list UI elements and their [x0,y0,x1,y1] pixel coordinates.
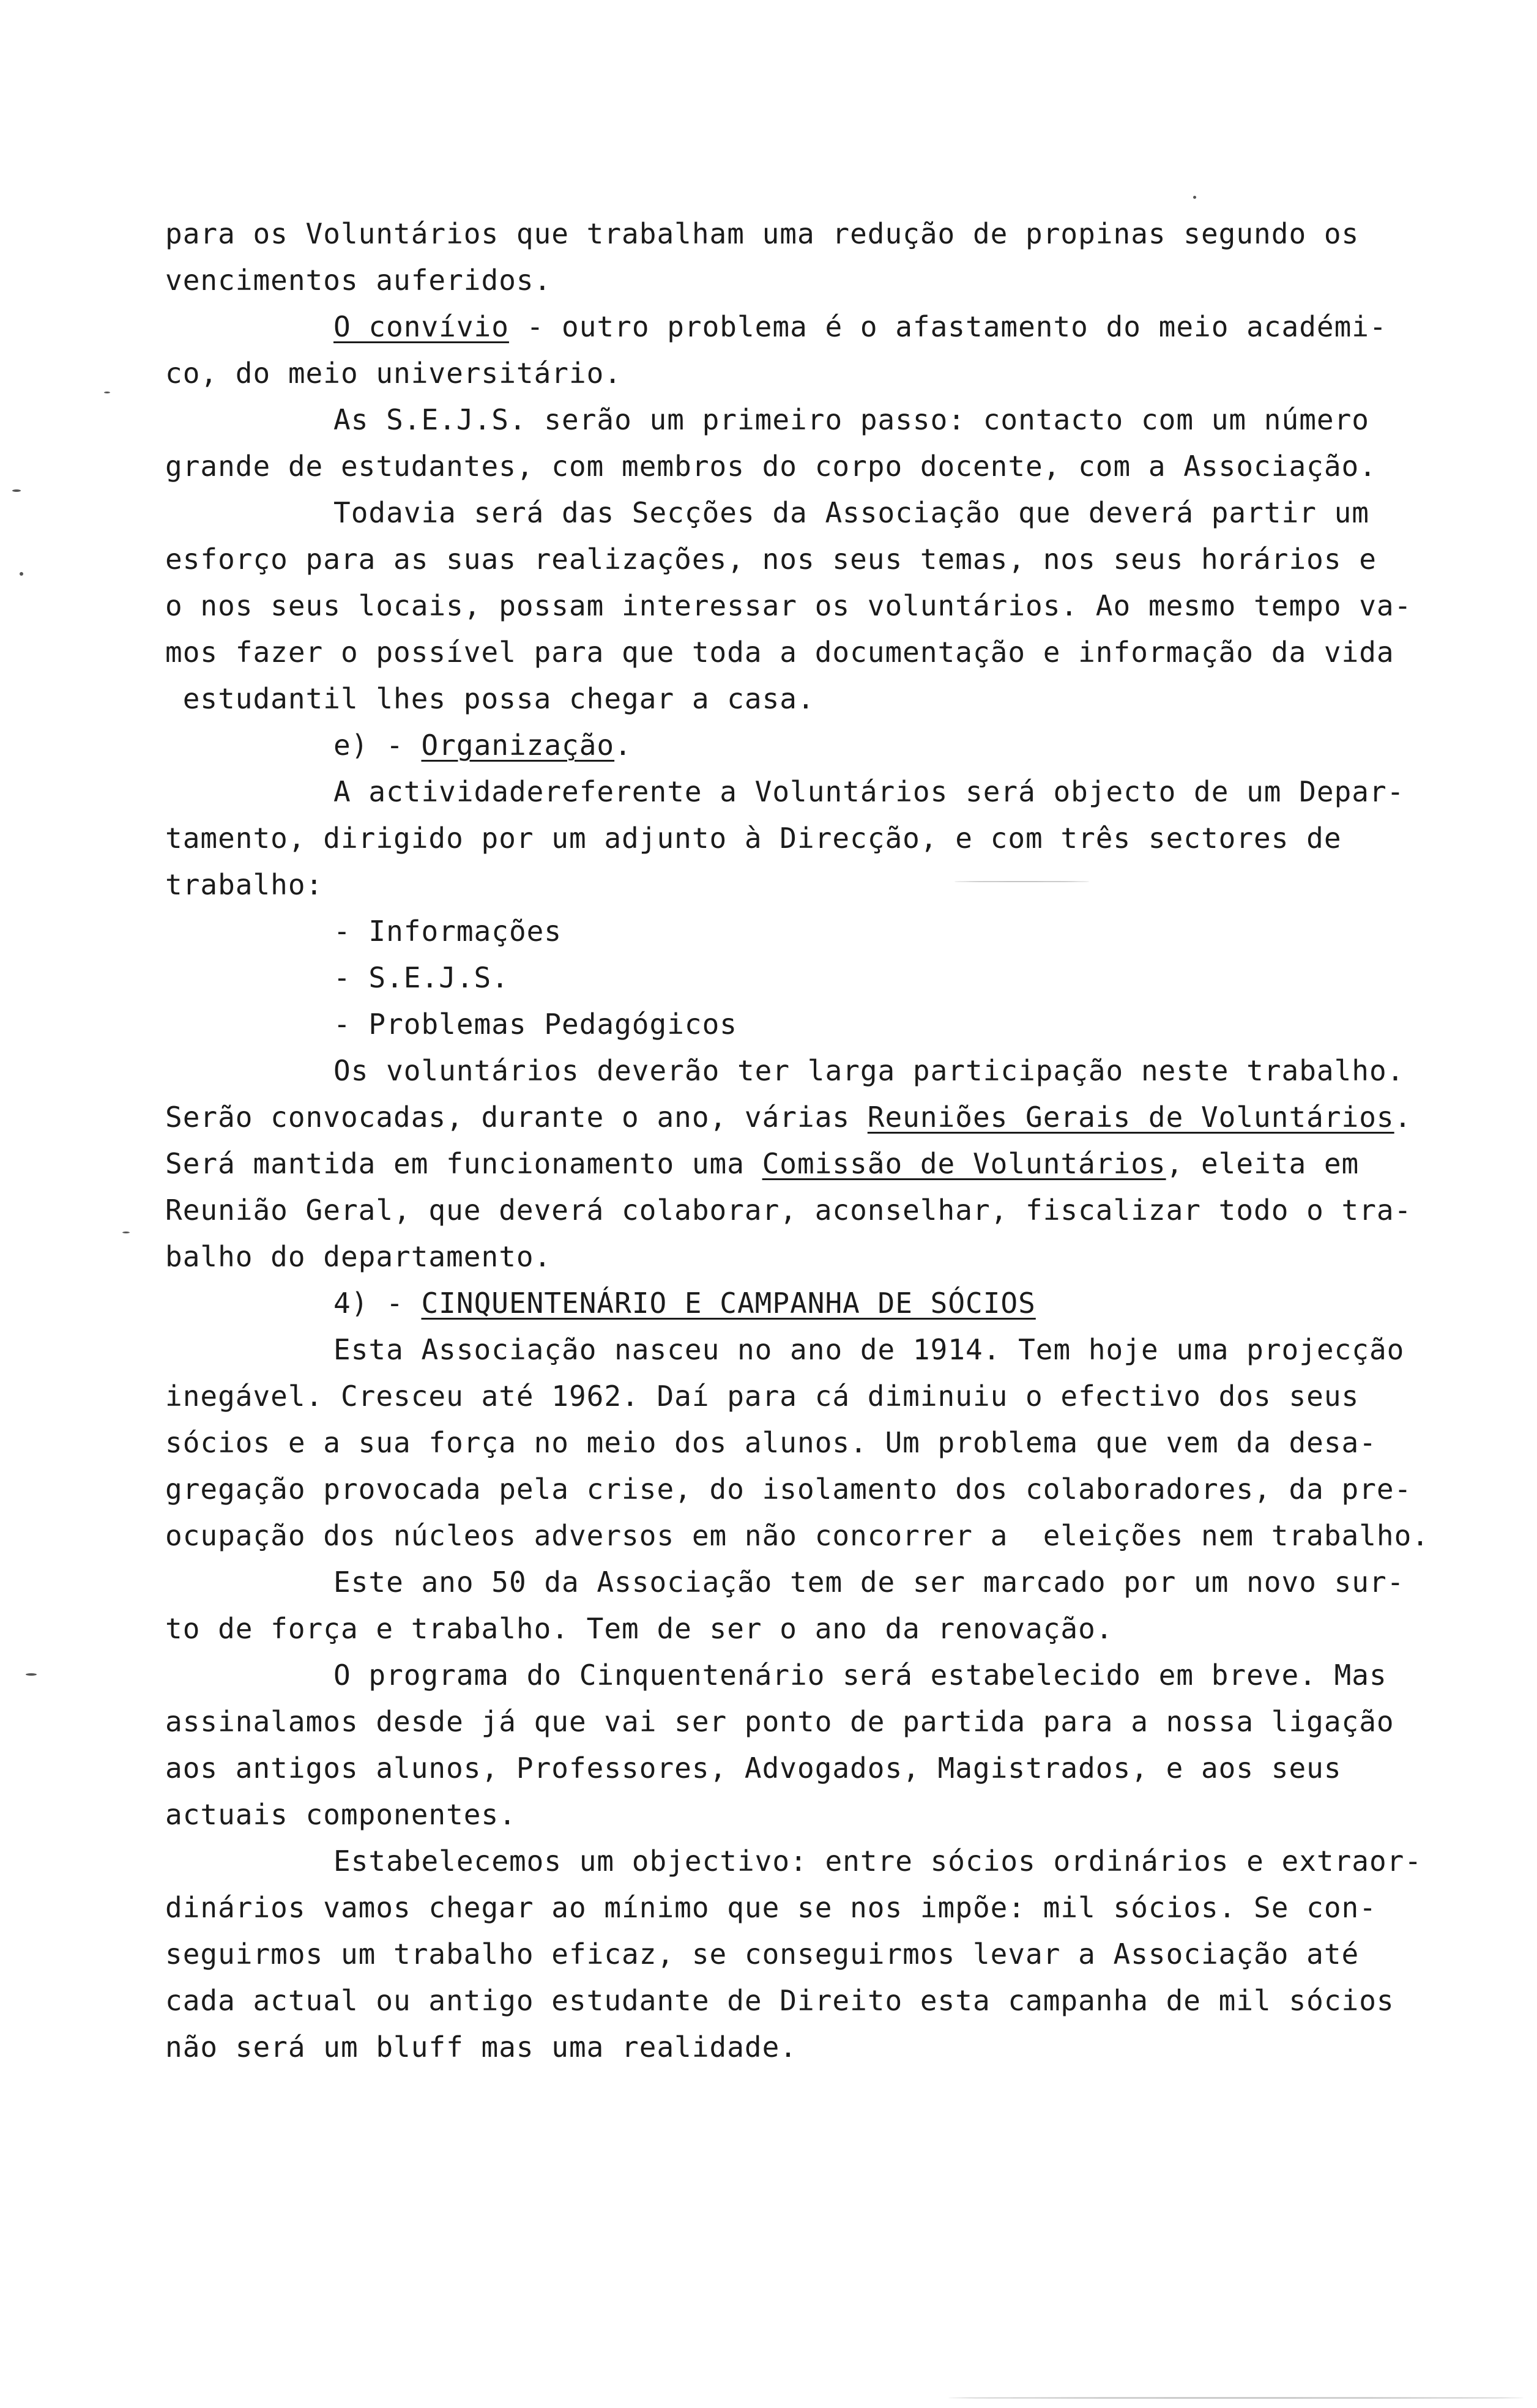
scan-speck [12,489,21,492]
text-line: ocupação dos núcleos adversos em não concorrer a eleições nem trabalho. [165,1519,1429,1552]
text-line: tamento, dirigido por um adjunto à Direcção, e com três sectores de [165,822,1342,855]
text-fragment: . [1394,1101,1412,1134]
text-line: actuais componentes. [165,1798,516,1831]
text-line: Todavia será das Secções da Associação que deverá partir um [333,496,1369,529]
text-line: para os Voluntários que trabalham uma redução de propinas segundo os [165,217,1360,250]
text-line: Os voluntários deverão ter larga participação neste trabalho. [333,1054,1405,1087]
text-line: o nos seus locais, possam interessar os voluntários. Ao mesmo tempo va- [165,589,1412,622]
text-line: assinalamos desde já que vai ser ponto de partida para a nossa ligação [165,1705,1394,1738]
text-line: A actividadereferente a Voluntários será objecto de um Depar- [333,775,1405,808]
text-line [165,1145,1359,1182]
underlined-term: Comissão de Voluntários [762,1147,1166,1180]
text-line [333,1285,1036,1321]
list-item: - Informações [333,915,562,948]
section-heading-organizacao: Organização [421,729,615,762]
list-marker: 4) - [333,1287,422,1320]
text-line [333,308,1387,345]
list-item: - Problemas Pedagógicos [333,1008,737,1041]
section-heading-convivio: O convívio [333,310,509,343]
list-marker: e) - [333,729,422,762]
scan-speck [104,392,110,393]
text-line: As S.E.J.S. serão um primeiro passo: contacto com um número [333,403,1369,436]
text-line [333,727,632,764]
text-line: seguirmos um trabalho eficaz, se conseguirmos levar a Associação até [165,1938,1360,1971]
scan-speck [1193,196,1196,199]
text-line: aos antigos alunos, Professores, Advogados, Magistrados, e aos seus [165,1752,1342,1785]
text-line: não será um bluff mas uma realidade. [165,2031,797,2064]
text-line: co, do meio universitário. [165,357,622,390]
text-line: to de força e trabalho. Tem de ser o ano da renovação. [165,1612,1114,1645]
scan-speck [20,572,23,576]
section-heading-cinquentenario: CINQUENTENÁRIO E CAMPANHA DE SÓCIOS [421,1287,1036,1320]
text-fragment: . [614,729,632,762]
text-line: dinários vamos chegar ao mínimo que se nos impõe: mil sócios. Se con- [165,1891,1377,1924]
text-line: Este ano 50 da Associação tem de ser marcado por um novo sur- [333,1566,1405,1599]
text-fragment: - outro problema é o afastamento do meio académi- [508,310,1387,343]
text-line: O programa do Cinquentenário será estabelecido em breve. Mas [333,1659,1387,1692]
text-fragment: Será mantida em funcionamento uma [165,1147,762,1180]
scan-speck [26,1673,37,1676]
text-line: esforço para as suas realizações, nos seus temas, nos seus horários e [165,543,1377,576]
text-line: cada actual ou antigo estudante de Direito esta campanha de mil sócios [165,1984,1394,2017]
text-line: vencimentos auferidos. [165,264,552,297]
scan-speck [948,2397,1524,2399]
text-line: Reunião Geral, que deverá colaborar, aconselhar, fiscalizar todo o tra- [165,1194,1412,1227]
text-line: estudantil lhes possa chegar a casa. [165,682,815,715]
underlined-term: Reuniões Gerais de Voluntários [867,1101,1394,1134]
text-fragment: , eleita em [1166,1147,1360,1180]
text-line [165,1099,1412,1135]
text-line: Estabelecemos um objectivo: entre sócios ordinários e extraor- [333,1845,1423,1878]
text-line: trabalho: [165,868,324,901]
scan-speck [955,881,1089,882]
text-line: inegável. Cresceu até 1962. Daí para cá diminuiu o efectivo dos seus [165,1380,1360,1413]
text-fragment: Serão convocadas, durante o ano, várias [165,1101,868,1134]
text-line: gregação provocada pela crise, do isolamento dos colaboradores, da pre- [165,1473,1412,1506]
list-item: - S.E.J.S. [333,961,509,994]
scan-speck [122,1232,130,1233]
text-line: balho do departamento. [165,1240,552,1273]
text-line: mos fazer o possível para que toda a documentação e informação da vida [165,636,1394,669]
text-line: sócios e a sua força no meio dos alunos. Um problema que vem da desa- [165,1426,1377,1459]
text-line: grande de estudantes, com membros do corpo docente, com a Associação. [165,450,1377,483]
text-line: Esta Associação nasceu no ano de 1914. Tem hoje uma projecção [333,1333,1405,1366]
